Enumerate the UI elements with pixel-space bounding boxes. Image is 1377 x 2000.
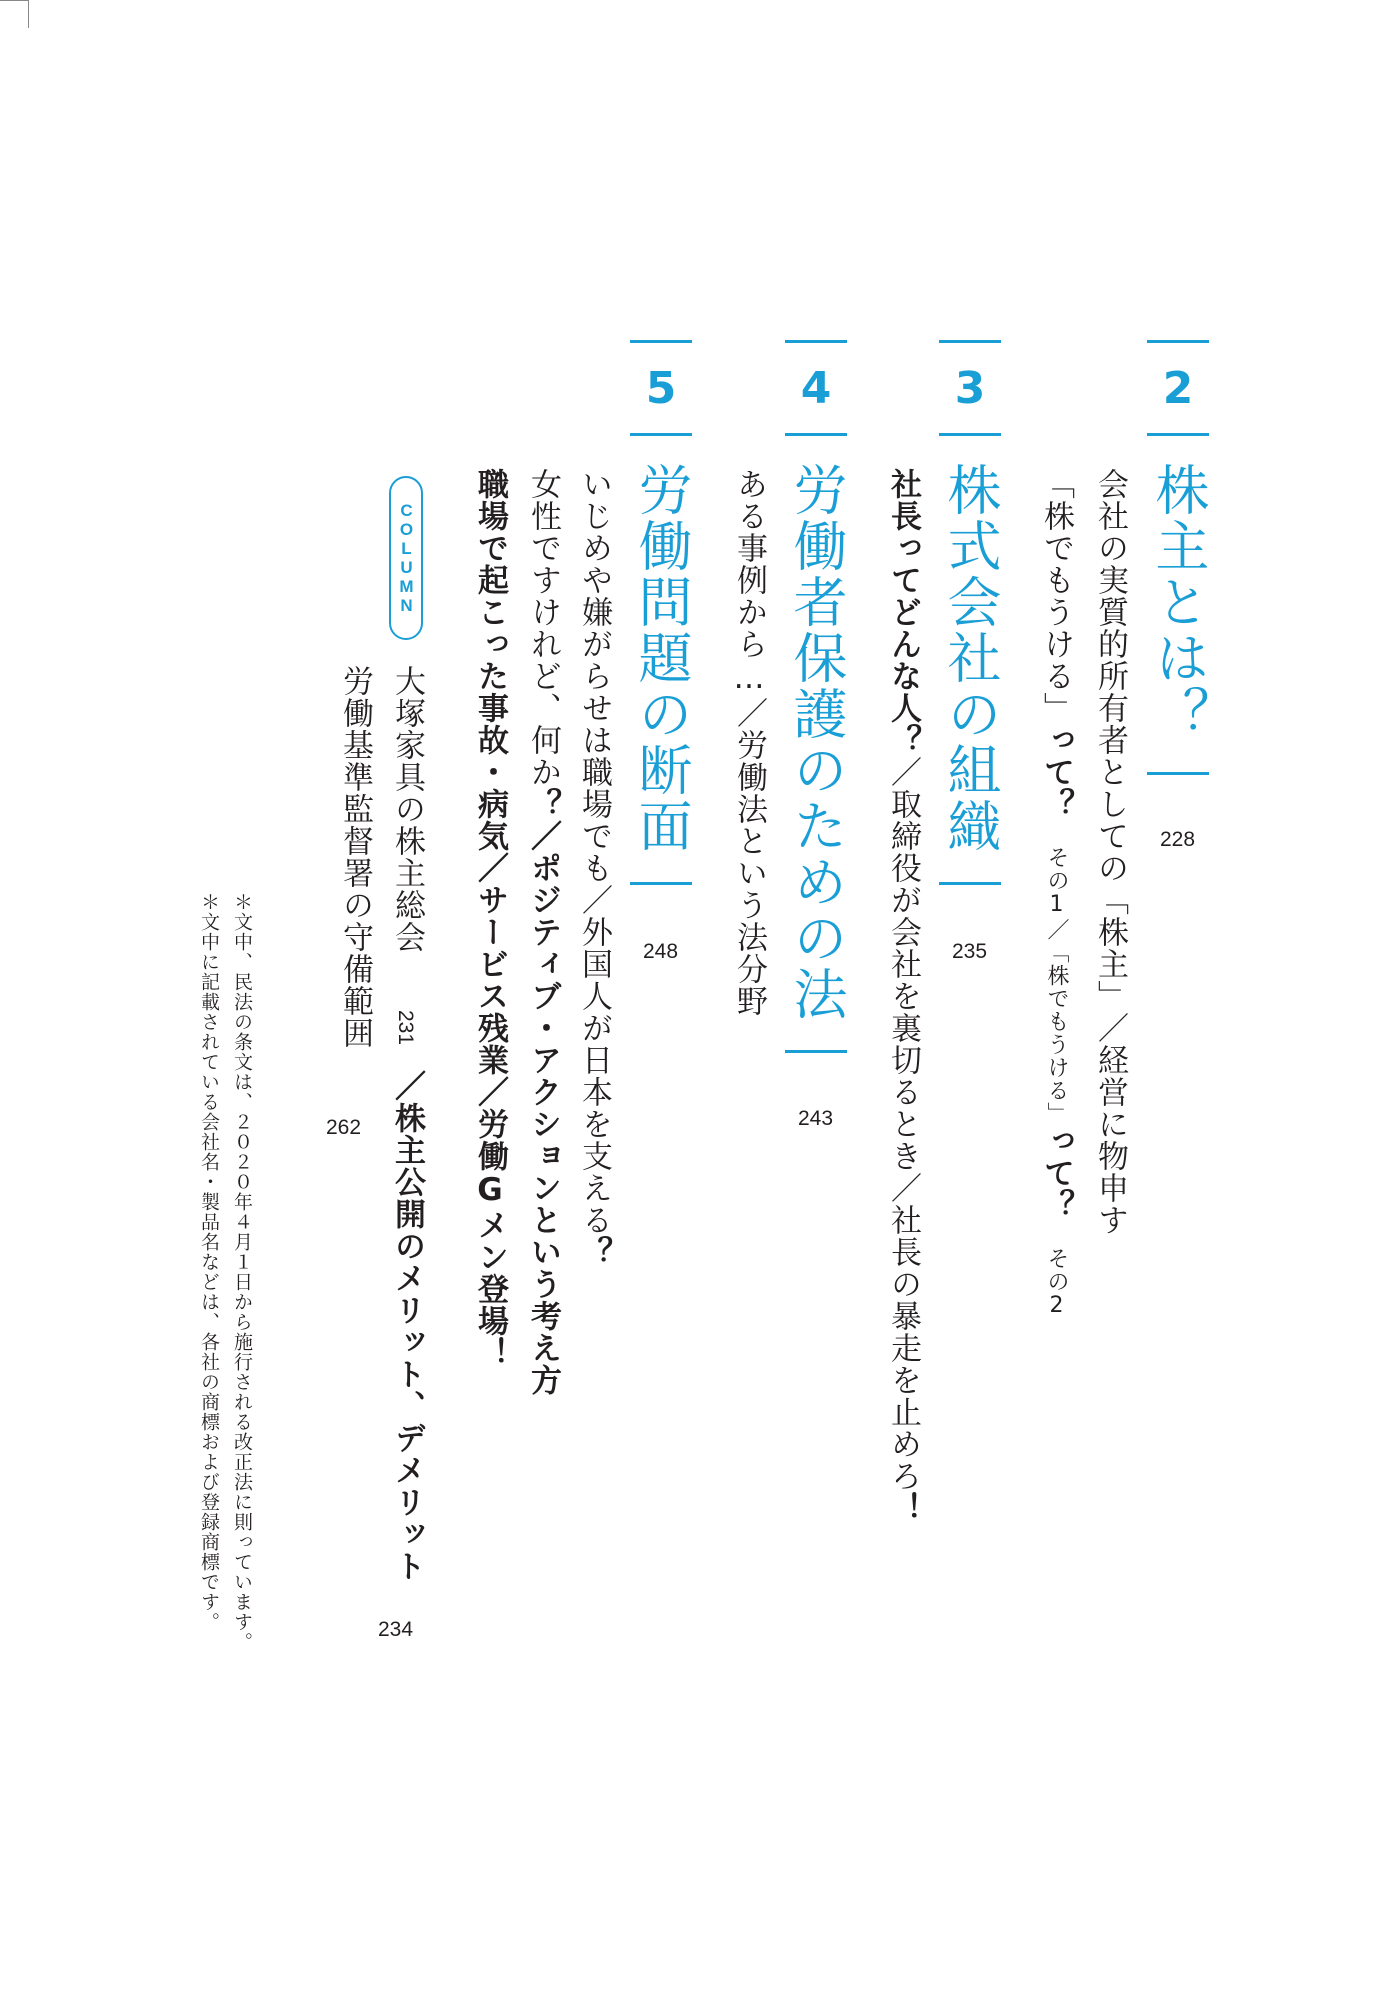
- subtopic: ある事例から…／労働法という法分野: [731, 468, 767, 1017]
- subtopics-line-1: [885, 468, 921, 1524]
- chapter-rule-top: [630, 340, 692, 343]
- subtopics-line-1: [576, 468, 612, 1268]
- subtopic-bold: ？／ポジティブ・アクションという考え方: [525, 788, 561, 1396]
- subtopic-bold: ？: [576, 1236, 612, 1268]
- subtopics-line-3: 職場で起こった事故・病気／サービス残業／労働Gメン登場！: [472, 468, 508, 1369]
- chapter-rule-mid: [630, 433, 692, 436]
- subtopics-line-1: [731, 468, 767, 1017]
- page-number: 231: [394, 1010, 417, 1046]
- chapter-rule-mid: [1147, 433, 1209, 436]
- subtopic: 会社の実質的所有者としての「株主」／経営に物申す: [1092, 468, 1128, 1236]
- subtopic-bold: って？: [1038, 724, 1074, 820]
- chapter-rule-mid: [939, 433, 1001, 436]
- chapter-number: 2: [1162, 363, 1194, 414]
- column-item-bold: ／株主公開のメリット、デメリット: [389, 1070, 425, 1582]
- chapter-rule-top: [939, 340, 1001, 343]
- page-number: 243: [798, 1107, 834, 1130]
- chapter-title: 株主とは？: [1147, 462, 1210, 742]
- page-number: 228: [1160, 828, 1196, 851]
- chapter-rule-top: [1147, 340, 1209, 343]
- page-number: 234: [378, 1618, 414, 1641]
- footnote-2: ＊文中に記載されている会社名・製品名などは、各社の商標および登録商標です。: [198, 892, 220, 1632]
- subtopic: ／取締役が会社を裏切るとき／社長の暴走を止めろ: [885, 756, 921, 1492]
- chapter-title: 株式会社の組織: [939, 462, 1002, 854]
- crop-mark-top: [0, 0, 28, 1]
- chapter-number: 3: [954, 363, 986, 414]
- page-number: 235: [952, 940, 988, 963]
- subtopics-line-2: [1038, 468, 1074, 1319]
- crop-mark-left: [28, 0, 29, 28]
- column-badge: COLUMN: [389, 476, 423, 640]
- chapter-rule-bottom: [1147, 772, 1209, 775]
- chapter-rule-top: [785, 340, 847, 343]
- subtopics-line-2: [525, 468, 561, 1396]
- page-number: 262: [326, 1116, 362, 1139]
- footnote-1: ＊文中、民法の条文は、２０２０年４月１日から施行される改正法に則っています。: [231, 892, 253, 1652]
- subtopic-bold: ！: [885, 1492, 921, 1524]
- chapter-rule-bottom: [785, 1050, 847, 1053]
- column-item: 大塚家具の株主総会: [389, 665, 425, 953]
- column-line-2: 労働基準監督署の守備範囲: [337, 665, 373, 1049]
- subtopic: 女性ですけれど、何か: [525, 468, 561, 788]
- subtopic: 「株でもうける」: [1038, 468, 1074, 724]
- chapter-number: 5: [645, 363, 677, 414]
- subtopics-line-1: [1092, 468, 1128, 1236]
- column-line-1: [389, 665, 425, 953]
- chapter-number: 4: [800, 363, 832, 414]
- subtopic-bold: って？: [1038, 1125, 1074, 1221]
- page-number: 248: [643, 940, 679, 963]
- chapter-title: 労働問題の断面: [630, 462, 693, 854]
- chapter-rule-bottom: [630, 882, 692, 885]
- chapter-title: 労働者保護のための法: [785, 462, 848, 1022]
- chapter-rule-mid: [785, 433, 847, 436]
- subtopic: その2: [1044, 1221, 1069, 1319]
- subtopic-bold: 社長ってどんな人？: [885, 468, 921, 756]
- subtopic: その1／「株でもうける」: [1044, 820, 1069, 1125]
- chapter-rule-bottom: [939, 882, 1001, 885]
- subtopic: いじめや嫌がらせは職場でも／外国人が日本を支える: [576, 468, 612, 1236]
